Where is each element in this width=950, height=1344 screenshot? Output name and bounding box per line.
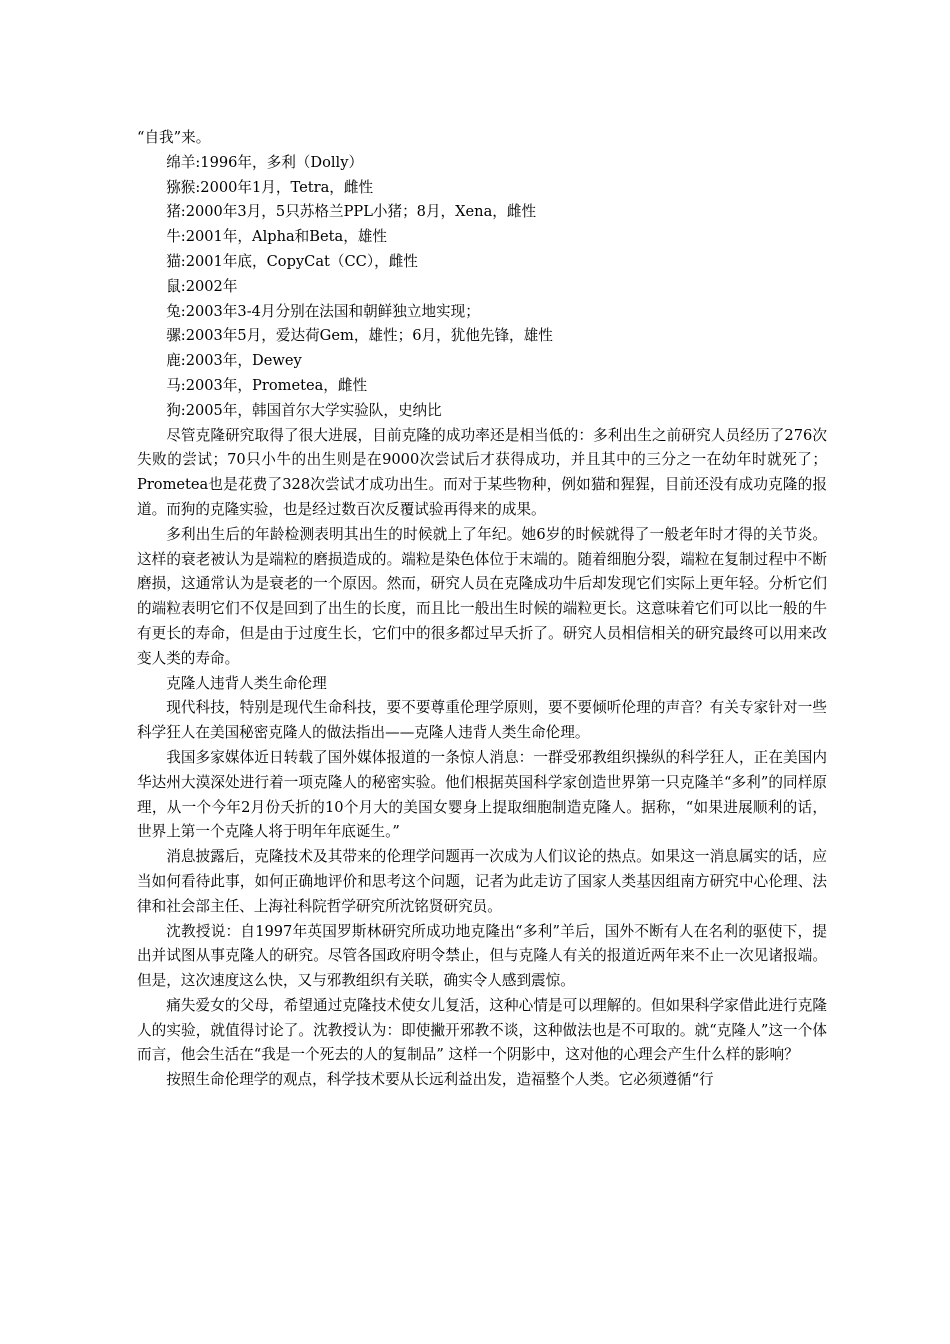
paragraph: 按照生命伦理学的观点，科学技术要从长远利益出发，造福整个人类。它必须遵循“行 <box>166 1071 714 1089</box>
clone-list-item: 猫:2001年底，CopyCat（CC），雌性 <box>166 252 418 270</box>
clone-list-item: 绵羊:1996年，多利（Dolly） <box>166 153 364 171</box>
paragraph: 消息披露后，克隆技术及其带来的伦理学问题再一次成为人们议论的热点。如果这一消息属实的话，应当如何看待此事，如何正确地评价和思考这个问题，记者为此走访了国家人类基因组南方研究中心伦理、法律和社会部主任、上海社科院哲学研究所沈铭贤研究员。 <box>137 848 827 915</box>
clone-list-item: 鹿:2003年，Dewey <box>166 352 302 370</box>
continuation-line: “自我”来。 <box>137 129 211 146</box>
clone-list-item: 猕猴:2000年1月，Tetra，雌性 <box>166 178 374 196</box>
paragraph: 沈教授说：自1997年英国罗斯林研究所成功地克隆出“多利”羊后，国外不断有人在名利的驱使下，提出并试图从事克隆人的研究。尽管各国政府明令禁止，但与克隆人有关的报道近两年来不止一次见诸报端。但是，这次速度这么快，又与邪教组织有关联，确实令人感到震惊。 <box>137 922 827 990</box>
paragraph: 现代科技，特别是现代生命科技，要不要尊重伦理学原则，要不要倾听伦理的声音？有关专家针对一些科学狂人在美国秘密克隆人的做法指出——克隆人违背人类生命伦理。 <box>137 699 827 742</box>
document-body <box>137 126 827 1093</box>
paragraph: 我国多家媒体近日转载了国外媒体报道的一条惊人消息：一群受邪教组织操纵的科学狂人，正在美国内华达州大漠深处进行着一项克隆人的秘密实验。他们根据英国科学家创造世界第一只克隆羊“多利”的同样原理，从一个今年2月份夭折的10个月大的美国女婴身上提取细胞制造克隆人。据称，“如果进展顺利的话，世界上第一个克隆人将于明年年底诞生。” <box>137 748 827 841</box>
paragraph: 痛失爱女的父母，希望通过克隆技术使女儿复活，这种心情是可以理解的。但如果科学家借此进行克隆人的实验，就值得讨论了。沈教授认为：即使撇开邪教不谈，这种做法也是不可取的。就“克隆人”这一个体而言，他会生活在“我是一个死去的人的复制品” 这样一个阴影中，这对他的心理会产生什么样的影响？ <box>137 996 827 1064</box>
clone-list-item: 猪:2000年3月，5只苏格兰PPL小猪；8月，Xena，雌性 <box>166 203 537 221</box>
clone-list-item: 鼠:2002年 <box>166 277 238 295</box>
clone-list-item: 马:2003年，Prometea，雌性 <box>166 376 368 394</box>
clone-list-item: 牛:2001年，Alpha和Beta，雄性 <box>166 228 387 246</box>
paragraph: 多利出生后的年龄检测表明其出生的时候就上了年纪。她6岁的时候就得了一般老年时才得的关节炎。这样的衰老被认为是端粒的磨损造成的。端粒是染色体位于末端的。随着细胞分裂，端粒在复制过程中不断磨损，这通常认为是衰老的一个原因。然而，研究人员在克隆成功牛后却发现它们实际上更年轻。分析它们的端粒表明它们不仅是回到了出生的长度，而且比一般出生时候的端粒更长。这意味着它们可以比一般的牛有更长的寿命，但是由于过度生长，它们中的很多都过早夭折了。研究人员相信相关的研究最终可以用来改变人类的寿命。 <box>137 525 827 667</box>
clone-list-item: 骡:2003年5月，爱达荷Gem，雄性；6月，犹他先锋，雄性 <box>166 327 553 345</box>
clone-list-item: 兔:2003年3-4月分别在法国和朝鲜独立地实现； <box>166 302 480 320</box>
paragraph: 尽管克隆研究取得了很大进展，目前克隆的成功率还是相当低的：多利出生之前研究人员经历了276次失败的尝试；70只小牛的出生则是在9000次尝试后才获得成功，并且其中的三分之一在幼年时就死了；Prometea也是花费了328次尝试才成功出生。而对于某些物种，例如猫和猩猩，目前还没有成功克隆的报道。而狗的克隆实验，也是经过数百次反覆试验再得来的成果。 <box>137 426 827 518</box>
clone-list-item: 狗:2005年，韩国首尔大学实验队，史纳比 <box>166 401 442 419</box>
section-heading: 克隆人违背人类生命伦理 <box>166 674 327 692</box>
